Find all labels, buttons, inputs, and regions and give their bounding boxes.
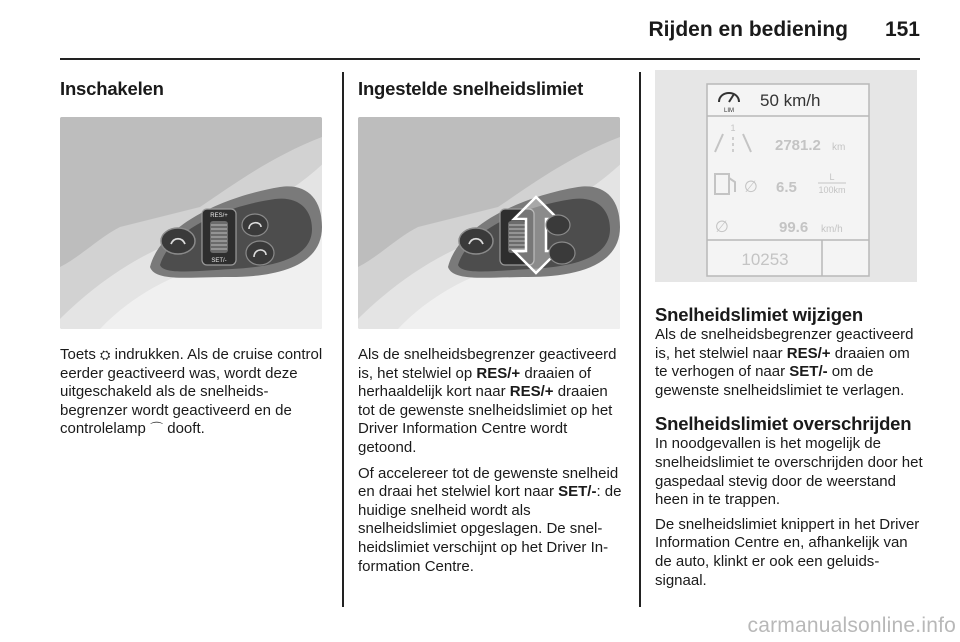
page-header: [0, 0, 960, 58]
text-fragment: draaien tot de gewenste snelheidslimiet op het Driver Information Centre wordt getoond.: [358, 383, 613, 456]
text-fragment: dooft.: [167, 420, 205, 438]
average-speed-unit: km/h: [821, 224, 843, 235]
heading-snelheidslimiet-overschrijden: Snelheidslimiet overschrijden: [655, 413, 912, 435]
wijzigen-paragraph: [655, 326, 923, 400]
watermark: carmanualsonline.info: [747, 614, 956, 637]
average-speed-value: 99.6: [779, 219, 809, 236]
set-label: SET/-: [211, 258, 227, 264]
average-symbol-icon: ∅: [744, 177, 758, 196]
bold-set: SET/-: [558, 483, 597, 501]
fuel-consumption-value: 6.5: [776, 179, 797, 196]
heading-snelheidslimiet-wijzigen: Snelheidslimiet wijzigen: [655, 304, 863, 325]
text-fragment: Als de snelheidsbegrenzer geactiveerd is, het stelwiel op: [358, 346, 617, 382]
overschrijden-paragraph-1: In noodgevallen is het mogelijk de snelheidslimiet te overschrijden door het gaspedaal stevig door de weerstand heen in te trappen.: [655, 435, 923, 509]
header-rule: [60, 58, 920, 60]
trip-distance-unit: km: [832, 142, 846, 153]
driver-information-centre-figure: [655, 70, 917, 282]
page-number: 151: [884, 18, 920, 41]
text-fragment: draaien of herhaaldelijk kort naar: [358, 364, 592, 401]
column-divider-2: [639, 72, 641, 607]
text-fragment: Als de snelheidsbegrenzer geactiveerd is, het stelwiel naar: [655, 326, 914, 362]
ingestelde-paragraph-1: [358, 346, 623, 458]
odometer-value: 10253: [741, 250, 789, 269]
consumption-unit-top: L: [829, 172, 835, 182]
text-fragment: Of accelereer tot de gewenste snelheid en draai het stelwiel kort naar: [358, 464, 619, 501]
bold-set: SET/-: [789, 363, 828, 381]
steering-wheel-figure-1: [60, 117, 322, 329]
bold-res: RES/+: [786, 344, 831, 362]
column-inschakelen: [60, 70, 325, 439]
steering-wheel-figure-2: [358, 117, 620, 329]
text-fragment: draaien om te verhogen of naar: [655, 344, 910, 381]
heading-inschakelen: Inschakelen: [60, 78, 164, 99]
trip-distance: 2781.2: [775, 137, 821, 154]
average-speed-symbol-icon: ∅: [715, 217, 729, 236]
bold-res: RES/+: [509, 383, 554, 401]
column-ingestelde-snelheidslimiet: [358, 70, 623, 576]
text-fragment: Toets: [60, 346, 96, 363]
ingestelde-paragraph-2: [358, 465, 623, 577]
column-snelheidslimiet: [655, 70, 923, 590]
heading-ingestelde-snelheidslimiet: Ingestelde snelheidslimiet: [358, 78, 584, 99]
text-fragment: om de gewenste snelheidslimiet te verlagen.: [655, 363, 905, 399]
trip-index: 1: [730, 123, 736, 133]
lim-label: LIM: [723, 108, 735, 114]
speed-limiter-icon: ⛭: [100, 347, 111, 362]
res-label: RES/+: [210, 213, 228, 219]
speed-limit-value: 50 km/h: [760, 91, 821, 110]
bold-res: RES/+: [476, 364, 521, 382]
limiter-control-lamp-icon: ⌒: [150, 421, 164, 437]
text-fragment: indrukken. Als de cruise control eerder geactiveerd was, wordt deze uitgeschakeld als de snelheidsbegrenzer wordt geactiveerd en de controlelamp: [60, 346, 323, 438]
overschrijden-paragraph-2: De snelheidslimiet knippert in het Driver Information Centre en, afhankelijk van de auto, klinkt er ook een geluidssignaal.: [655, 515, 920, 589]
text-fragment: : de huidige snelheid wordt als snelheidslimiet opgeslagen. De snelheidslimiet verschijnt op het Driver Information Centre.: [358, 483, 622, 575]
column-divider-1: [342, 72, 344, 607]
consumption-unit-bottom: 100km: [818, 185, 846, 195]
inschakelen-paragraph: [60, 346, 325, 439]
section-title: Rijden en bediening: [648, 18, 848, 41]
